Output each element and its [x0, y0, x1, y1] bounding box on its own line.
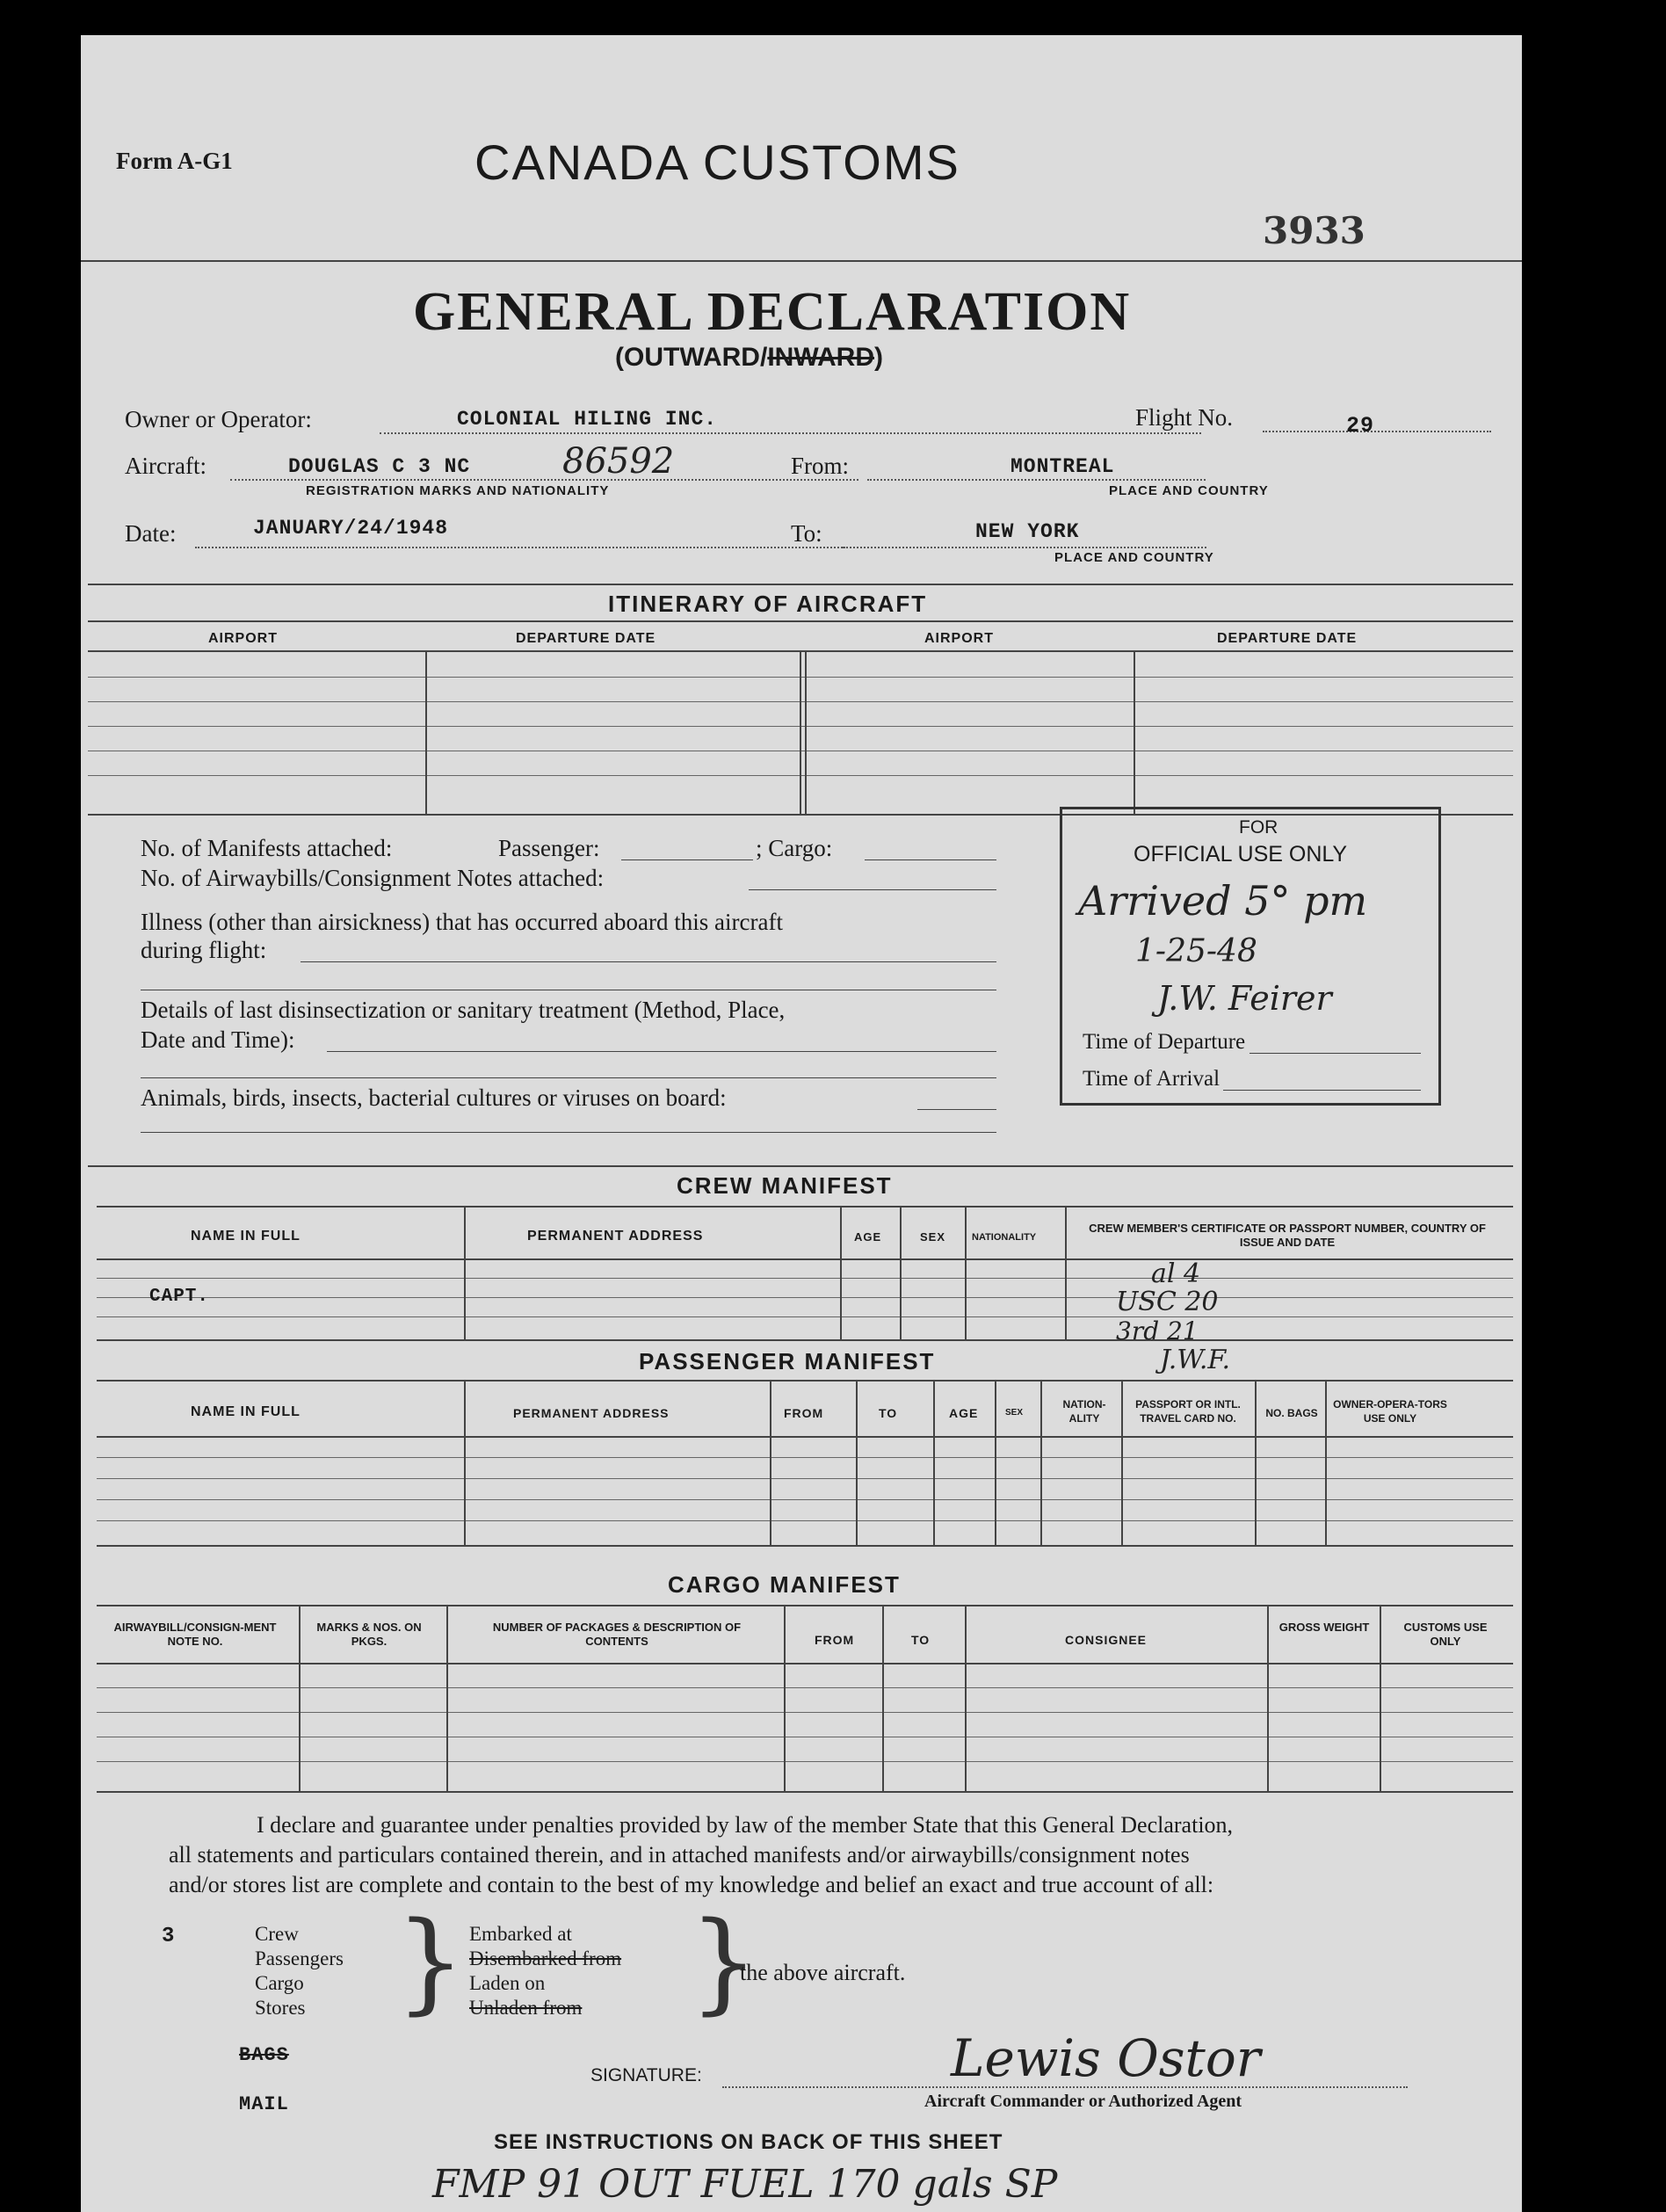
- cargo-col-to: TO: [911, 1633, 931, 1647]
- item-stores: Stores: [255, 1997, 306, 2019]
- disinsect-label-2: Date and Time):: [141, 1026, 295, 1053]
- owner-line: [380, 432, 1201, 434]
- crew-note-4: J.W.F.: [1160, 1345, 1231, 1375]
- action-disembarked: Disembarked from: [469, 1947, 622, 1969]
- aircraft-handwritten: 86592: [562, 441, 675, 482]
- left-brace: }: [395, 1898, 466, 2026]
- crew-note-1: al 4: [1151, 1258, 1201, 1289]
- passenger-col-bags: NO. BAGS: [1265, 1407, 1318, 1419]
- illness-label-1: Illness (other than airsickness) that has occurred aboard this aircraft: [141, 909, 783, 935]
- agency-title: CANADA CUSTOMS: [474, 134, 960, 190]
- cargo-col-customs: CUSTOMS USE ONLY: [1403, 1621, 1488, 1648]
- document-title: GENERAL DECLARATION: [413, 282, 1132, 342]
- stamp-mail: MAIL: [239, 2093, 289, 2115]
- action-embarked: Embarked at: [469, 1923, 572, 1945]
- instructions-note: SEE INSTRUCTIONS ON BACK OF THIS SHEET: [494, 2130, 1003, 2154]
- official-date-note: 1-25-48: [1135, 933, 1257, 969]
- crew-note-2: USC 20: [1116, 1287, 1219, 1317]
- signature-label: SIGNATURE:: [590, 2065, 702, 2085]
- passenger-title: PASSENGER MANIFEST: [639, 1348, 936, 1374]
- action-laden: Laden on: [469, 1972, 546, 1994]
- action-unladen: Unladen from: [469, 1997, 583, 2019]
- date-label: Date:: [125, 520, 177, 547]
- cargo-col-weight: GROSS WEIGHT: [1278, 1621, 1370, 1634]
- item-passengers: Passengers: [255, 1947, 344, 1969]
- itinerary-title: ITINERARY OF AIRCRAFT: [608, 591, 928, 617]
- date-value: JANUARY/24/1948: [253, 517, 449, 540]
- stamp-bags: BAGS: [239, 2044, 289, 2066]
- arrival-time-label: Time of Arrival: [1083, 1067, 1221, 1091]
- bottom-handwritten-note: FMP 91 OUT FUEL 170 gals SP: [432, 2162, 1058, 2207]
- aircraft-line: [230, 479, 858, 481]
- date-line: [195, 547, 845, 548]
- from-value: MONTREAL: [1010, 455, 1115, 478]
- crew-count: 3: [162, 1925, 176, 1948]
- cargo-label: ; Cargo:: [756, 835, 833, 861]
- right-brace: }: [689, 1898, 759, 2026]
- itinerary-col-airport-1: AIRPORT: [208, 631, 278, 646]
- flight-line: [1263, 431, 1491, 432]
- crew-col-address: PERMANENT ADDRESS: [527, 1229, 704, 1244]
- to-label: To:: [791, 520, 822, 547]
- declaration-line-3: and/or stores list are complete and contain to the best of my knowledge and belief an exact and true account of all:: [169, 1872, 1214, 1897]
- departure-time-label: Time of Departure: [1083, 1030, 1246, 1054]
- declaration-line-2: all statements and particulars contained therein, and in attached manifests and/or airwaybills/consignment notes: [169, 1842, 1190, 1868]
- disinsect-label-1: Details of last disinsectization or sanitary treatment (Method, Place,: [141, 997, 786, 1023]
- serial-number: 3933: [1263, 209, 1365, 252]
- crew-col-sex: SEX: [920, 1230, 946, 1244]
- cargo-col-contents: NUMBER OF PACKAGES & DESCRIPTION OF CONTENTS: [492, 1621, 742, 1648]
- from-line: [867, 479, 1206, 481]
- cargo-col-from: FROM: [815, 1633, 855, 1647]
- commander-signature: Lewis Ostor: [951, 2028, 1261, 2088]
- passenger-col-name: NAME IN FULL: [191, 1404, 301, 1419]
- crew-row-captain: CAPT.: [149, 1287, 210, 1307]
- passenger-col-nationality: NATION-ALITY: [1062, 1398, 1106, 1425]
- from-caption: PLACE AND COUNTRY: [1109, 483, 1269, 498]
- header-rule: [81, 260, 1522, 262]
- manifests-label: No. of Manifests attached:: [141, 835, 393, 861]
- declaration-suffix: the above aircraft.: [740, 1960, 906, 1985]
- inward-struck: INWARD: [767, 343, 874, 372]
- item-crew: Crew: [255, 1923, 299, 1945]
- official-signature: J.W. Feirer: [1157, 979, 1332, 1018]
- document-subtitle: (OUTWARD/INWARD): [615, 343, 883, 372]
- to-line: [842, 547, 1206, 548]
- aircraft-typed: DOUGLAS C 3 NC: [288, 455, 471, 478]
- crew-col-nationality: NATIONALITY: [972, 1232, 1037, 1243]
- owner-label: Owner or Operator:: [125, 406, 312, 432]
- itinerary-col-airport-2: AIRPORT: [924, 631, 994, 646]
- animals-label: Animals, birds, insects, bacterial cultures or viruses on board:: [141, 1084, 727, 1111]
- to-caption: PLACE AND COUNTRY: [1054, 550, 1214, 565]
- passenger-col-sex: SEX: [1005, 1408, 1024, 1418]
- form-sheet: [81, 35, 1522, 2212]
- flight-value: 29: [1346, 413, 1375, 439]
- official-for-label: FOR: [1239, 817, 1278, 838]
- passenger-col-address: PERMANENT ADDRESS: [513, 1406, 670, 1420]
- itinerary-col-departure-1: DEPARTURE DATE: [516, 631, 656, 646]
- cargo-col-airwaybill: AIRWAYBILL/CONSIGN-MENT NOTE NO.: [113, 1621, 277, 1648]
- passenger-col-owner: OWNER-OPERA-TORS USE ONLY: [1333, 1398, 1447, 1425]
- itinerary-col-departure-2: DEPARTURE DATE: [1217, 631, 1358, 646]
- item-cargo: Cargo: [255, 1972, 304, 1994]
- crew-note-3: 3rd 21: [1116, 1316, 1199, 1345]
- flight-label: Flight No.: [1135, 404, 1234, 431]
- airwaybills-label: No. of Airwaybills/Consignment Notes attached:: [141, 865, 605, 891]
- itinerary-top-rule: [88, 584, 1513, 585]
- passenger-col-from: FROM: [784, 1406, 824, 1420]
- cargo-col-consignee: CONSIGNEE: [1065, 1633, 1148, 1647]
- crew-col-age: AGE: [854, 1230, 882, 1244]
- form-id: Form A-G1: [116, 148, 233, 174]
- crew-col-certificate: CREW MEMBER'S CERTIFICATE OR PASSPORT NUMBER, COUNTRY OF ISSUE AND DATE: [1089, 1222, 1486, 1249]
- passenger-col-to: TO: [879, 1406, 898, 1420]
- from-label: From:: [791, 453, 850, 479]
- passenger-label: Passenger:: [498, 835, 600, 861]
- passenger-col-age: AGE: [949, 1406, 979, 1420]
- declaration-line-1: I declare and guarantee under penalties provided by law of the member State that this General Declaration,: [257, 1812, 1234, 1838]
- signature-caption: Aircraft Commander or Authorized Agent: [924, 2092, 1242, 2111]
- aircraft-caption: REGISTRATION MARKS AND NATIONALITY: [306, 483, 610, 498]
- crew-title: CREW MANIFEST: [677, 1172, 893, 1199]
- illness-label-2: during flight:: [141, 937, 267, 963]
- cargo-title: CARGO MANIFEST: [668, 1571, 901, 1598]
- cargo-col-marks: MARKS & NOS. ON PKGS.: [316, 1621, 422, 1648]
- owner-value: COLONIAL HILING INC.: [457, 408, 718, 431]
- crew-col-name: NAME IN FULL: [191, 1229, 301, 1244]
- official-use-label: OFFICIAL USE ONLY: [1134, 842, 1348, 867]
- to-value: NEW YORK: [975, 520, 1080, 543]
- aircraft-label: Aircraft:: [125, 453, 206, 479]
- passenger-col-passport: PASSPORT OR INTL. TRAVEL CARD NO.: [1135, 1398, 1241, 1425]
- official-arrived-note: Arrived 5° pm: [1078, 877, 1368, 925]
